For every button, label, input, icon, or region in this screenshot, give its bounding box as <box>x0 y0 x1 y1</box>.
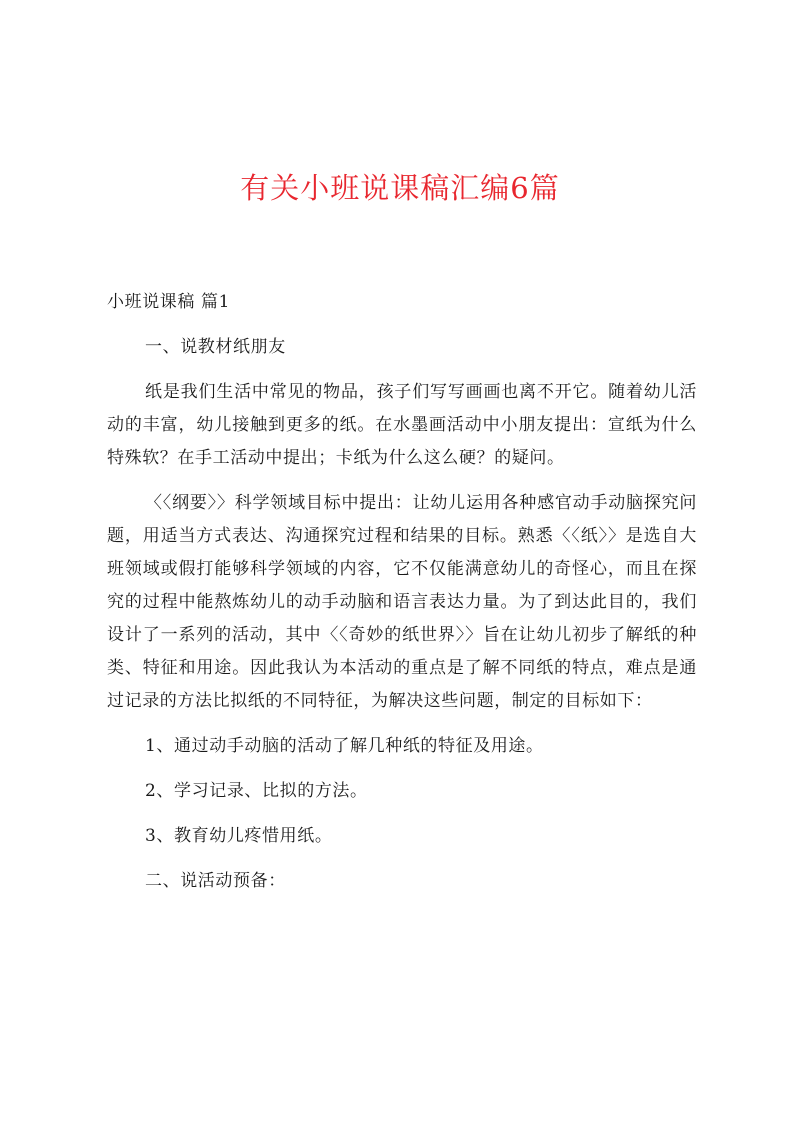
document-body <box>107 286 697 898</box>
goal-item-2: 2、学习记录、比拟的方法。 <box>145 781 368 801</box>
section-heading: 小班说课稿 篇1 <box>107 292 231 312</box>
document-title: 有关小班说课稿汇编6篇 <box>240 171 560 205</box>
paragraph-intro: 纸是我们生活中常见的物品，孩子们写写画画也离不开它。随着幼儿活动的丰富，幼儿接触到更多的纸。在水墨画活动中小朋友提出：宣纸为什么特殊软？在手工活动中提出；卡纸为什么这么硬？的疑问。 <box>107 382 697 468</box>
heading-activity-preparation: 二、说活动预备： <box>145 871 286 891</box>
goal-item-1: 1、通过动手动脑的活动了解几种纸的特征及用途。 <box>145 736 544 756</box>
goal-item-3: 3、教育幼儿疼惜用纸。 <box>145 826 333 846</box>
heading-teaching-material: 一、说教材纸朋友 <box>145 337 286 357</box>
paragraph-outline: 〈〈纲要〉〉科学领域目标中提出：让幼儿运用各种感官动手动脑探究问题，用适当方式表达、沟通探究过程和结果的目标。熟悉〈〈纸〉〉是选自大班领域或假打能够科学领域的内容，它不仅能满意幼儿的奇怪心，而且在探究的过程中能熬炼幼儿的动手动脑和语言表达力量。为了到达此目的，我们设计了一系列的活动，其中〈〈奇妙的纸世界〉〉旨在让幼儿初步了解纸的种类、特征和用途。因此我认为本活动的重点是了解不同纸的特点，难点是通过记录的方法比拟纸的不同特征，为解决这些问题，制定的目标如下： <box>107 493 697 711</box>
